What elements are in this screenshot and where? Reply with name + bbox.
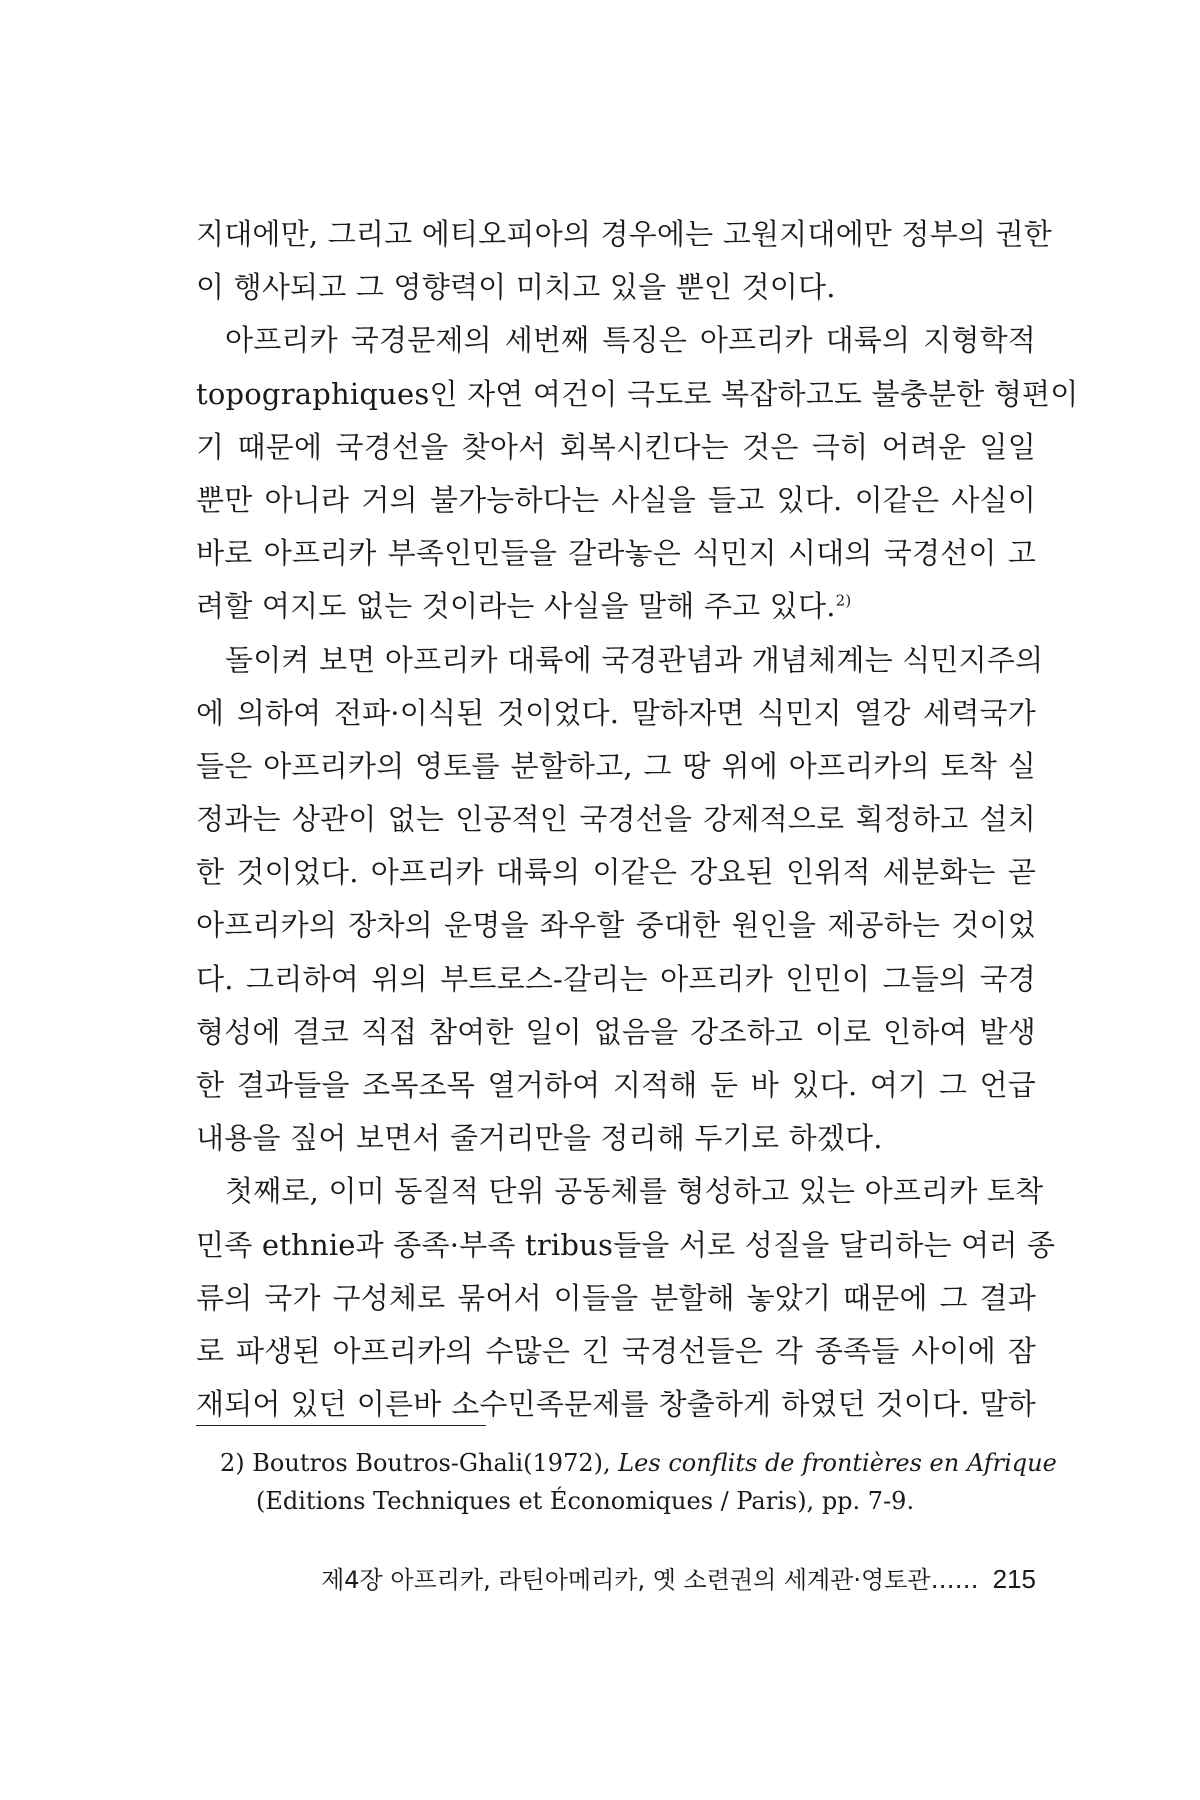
page-body: [196, 208, 1079, 1431]
text-line: 들은 아프리카의 영토를 분할하고, 그 땅 위에 아프리카의 토착 실: [196, 748, 1036, 783]
text-line: 재되어 있던 이른바 소수민족문제를 창출하게 하였던 것이다. 말하: [196, 1387, 1036, 1422]
footnote-title: Les conflits de frontières en Afrique: [618, 1449, 1057, 1477]
text-line: topographiques인 자연 여건이 극도로 복잡하고도 불충분한 형편이: [196, 376, 1079, 411]
running-footer: [290, 1560, 1036, 1595]
text-line: 기 때문에 국경선을 찾아서 회복시킨다는 것은 극히 어려운 일일: [196, 429, 1036, 464]
page-number: 215: [992, 1564, 1036, 1594]
text-line: 형성에 결코 직접 참여한 일이 없음을 강조하고 이로 인하여 발생: [196, 1014, 1036, 1049]
running-title: 제4장 아프리카, 라틴아메리카, 옛 소련권의 세계관·영토관……: [321, 1566, 979, 1594]
text-line: [196, 580, 1036, 633]
footnote-reference: 2): [835, 591, 852, 610]
text-line: 다. 그리하여 위의 부트로스-갈리는 아프리카 인민이 그들의 국경: [196, 961, 1036, 996]
text-line: 정과는 상관이 없는 인공적인 국경선을 강제적으로 획정하고 설치: [196, 802, 1036, 837]
text-line: 한 것이었다. 아프리카 대륙의 이같은 강요된 인위적 세분화는 곧: [196, 855, 1036, 890]
text-line: 바로 아프리카 부족인민들을 갈라놓은 식민지 시대의 국경선이 고: [196, 536, 1036, 571]
footnote-author: Boutros Boutros-Ghali(1972),: [252, 1449, 611, 1477]
text-line: 한 결과들을 조목조목 열거하여 지적해 둔 바 있다. 여기 그 언급: [196, 1068, 1036, 1102]
footnote-line: [220, 1444, 1057, 1482]
text-line: 내용을 짚어 보면서 줄거리만을 정리해 두기로 하겠다.: [196, 1121, 883, 1156]
footnote-divider: [196, 1425, 486, 1426]
text-line: 아프리카의 장차의 운명을 좌우할 중대한 원인을 제공하는 것이었: [196, 908, 1036, 943]
text-line: 로 파생된 아프리카의 수많은 긴 국경선들은 각 종족들 사이에 잠: [196, 1333, 1036, 1368]
paragraph-start-line: 돌이켜 보면 아프리카 대륙에 국경관념과 개념체계는 식민지주의: [225, 642, 1044, 677]
footnote-number: 2): [220, 1449, 245, 1477]
paragraph-start-line: 첫째로, 이미 동질적 단위 공동체를 형성하고 있는 아프리카 토착: [225, 1174, 1044, 1209]
text-line: 류의 국가 구성체로 묶어서 이들을 분할해 놓았기 때문에 그 결과: [196, 1280, 1036, 1315]
text-line-content: 려할 여지도 없는 것이라는 사실을 말해 주고 있다.: [196, 589, 836, 624]
text-line: 이 행사되고 그 영향력이 미치고 있을 뿐인 것이다.: [196, 270, 836, 305]
footnote-publisher: (Editions Techniques et Économiques / Paris), pp. 7-9.: [256, 1487, 915, 1515]
paragraph-start-line: 아프리카 국경문제의 세번째 특징은 아프리카 대륙의 지형학적: [225, 323, 1036, 358]
text-line: 민족 ethnie과 종족·부족 tribus들을 서로 성질을 달리하는 여러 종: [196, 1227, 1056, 1262]
text-line: 지대에만, 그리고 에티오피아의 경우에는 고원지대에만 정부의 권한: [196, 217, 1052, 251]
text-line: 뿐만 아니라 거의 불가능하다는 사실을 들고 있다. 이같은 사실이: [196, 482, 1036, 517]
text-line: 에 의하여 전파·이식된 것이었다. 말하자면 식민지 열강 세력국가: [196, 695, 1036, 730]
body-text: [196, 208, 1079, 1431]
footnote: [220, 1444, 1057, 1520]
